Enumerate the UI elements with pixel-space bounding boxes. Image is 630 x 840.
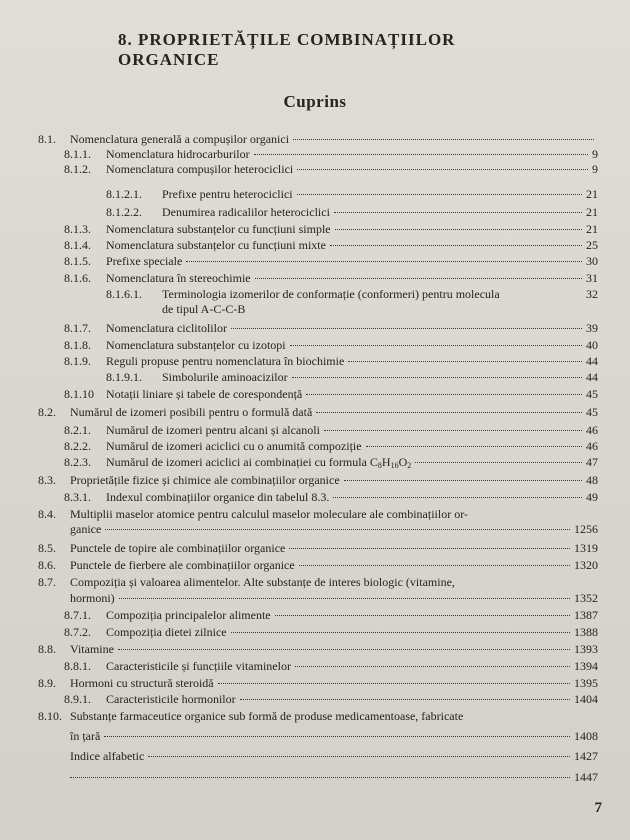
toc-entry (64, 439, 598, 454)
toc-section-number: 8.4. (38, 507, 56, 521)
toc-entry-title: Reguli propuse pentru nomenclatura în biochimie (106, 354, 345, 368)
dot-leader (218, 683, 570, 684)
dot-leader (70, 777, 570, 778)
toc-entry-title: Compoziția și valoarea alimentelor. Alte substanțe de interes biologic (vitamine, (70, 575, 455, 589)
toc-page-number: 30 (586, 254, 598, 268)
toc-section-number: 8.1.4. (64, 238, 91, 252)
toc-entry-title: Prefixe speciale (106, 254, 183, 268)
toc-entry-continuation (70, 591, 598, 606)
contents-title: Cuprins (283, 92, 347, 111)
toc-entry (64, 490, 598, 505)
formula-subscript: 8 (377, 461, 382, 470)
dot-leader (348, 361, 582, 362)
formula-element: C (369, 455, 378, 469)
toc-section-number: 8.3.1. (64, 490, 91, 504)
toc-page-number: 46 (586, 439, 598, 453)
toc-page-number: 45 (586, 387, 598, 401)
toc-entry (64, 387, 598, 402)
toc-entry (64, 625, 598, 640)
toc-entry (64, 222, 598, 237)
toc-entry-title-continued: ganice (70, 522, 102, 536)
toc-entry (64, 455, 598, 473)
toc-entry (64, 354, 598, 369)
dot-leader (330, 245, 582, 246)
toc-section-number: 8.1.8. (64, 338, 91, 352)
toc-entry (70, 749, 598, 764)
toc-page-number: 1393 (574, 642, 598, 656)
toc-entry-title: Nomenclatura în stereochimie (106, 271, 251, 285)
toc-section-number: 8.2. (38, 405, 56, 419)
toc-entry (70, 770, 598, 785)
toc-section-number: 8.6. (38, 558, 56, 572)
toc-page-number: 21 (586, 187, 598, 201)
dot-leader (148, 756, 570, 757)
toc-page-number: 1387 (574, 608, 598, 622)
toc-section-number: 8.1.2. (64, 162, 91, 176)
dot-leader (240, 699, 570, 700)
toc-entry-title: Vitamine (70, 642, 114, 656)
toc-page-number: 45 (586, 405, 598, 419)
toc-page-number: 1447 (574, 770, 598, 784)
toc-section-number: 8.1.5. (64, 254, 91, 268)
dot-leader (297, 194, 582, 195)
toc-entry-title: Nomenclatura generală a compușilor organici (70, 132, 290, 146)
toc-entry (38, 575, 598, 590)
toc-page-number: 48 (586, 473, 598, 487)
toc-entry (38, 132, 598, 147)
toc-entry-title-continued: în țară (70, 729, 101, 743)
dot-leader (231, 632, 570, 633)
toc-entry (64, 423, 598, 438)
toc-entry-title: Caracteristicile hormonilor (106, 692, 236, 706)
toc-section-number: 8.10. (38, 709, 62, 723)
toc-entry-title: Proprietățile fizice și chimice ale combinațiilor organice (70, 473, 340, 487)
toc-entry (38, 642, 598, 657)
toc-entry (38, 473, 598, 488)
toc-entry-title: Numărul de izomeri posibili pentru o formulă dată (70, 405, 313, 419)
toc-section-number: 8.1. (38, 132, 56, 146)
toc-page-number: 25 (586, 238, 598, 252)
toc-entry-title: Denumirea radicalilor heterociclici (162, 205, 330, 219)
toc-section-number: 8.1.7. (64, 321, 91, 335)
toc-section-number: 8.7.2. (64, 625, 91, 639)
toc-section-number: 8.1.3. (64, 222, 91, 236)
toc-entry (64, 147, 598, 162)
toc-entry-continuation (70, 522, 598, 537)
toc-page-number: 1352 (574, 591, 598, 605)
toc-section-number: 8.1.6.1. (106, 287, 142, 301)
toc-entry (106, 187, 598, 202)
page-number: 7 (594, 800, 602, 816)
toc-page-number: 49 (586, 490, 598, 504)
toc-entry-title-continued: hormoni) (70, 591, 115, 605)
toc-entry (64, 162, 598, 177)
toc-page-number: 9 (592, 162, 598, 176)
toc-entry-title: Indexul combinațiilor organice din tabelul 8.3. (106, 490, 330, 504)
toc-entry-title-continued: de tipul A-C-C-B (162, 302, 246, 316)
toc-section-number: 8.8. (38, 642, 56, 656)
toc-section-number: 8.1.9. (64, 354, 91, 368)
dot-leader (186, 261, 582, 262)
chemical-formula (370, 455, 411, 473)
formula-subscript: 16 (390, 461, 399, 470)
formula-element: H (381, 455, 391, 469)
toc-entry (64, 238, 598, 253)
toc-entry-title: Compoziția principalelor alimente (106, 608, 271, 622)
toc-entry-title: Numărul de izomeri pentru alcani și alcanoli (106, 423, 320, 437)
toc-entry (38, 676, 598, 691)
toc-section-number: 8.2.2. (64, 439, 91, 453)
formula-subscript: 2 (407, 461, 412, 470)
toc-section-number: 8.9.1. (64, 692, 91, 706)
toc-section-number: 8.2.1. (64, 423, 91, 437)
toc-entry-title: Simbolurile aminoacizilor (162, 370, 288, 384)
toc-entry-title: Hormoni cu structură steroidă (70, 676, 214, 690)
toc-section-number: 8.1.10 (64, 387, 94, 401)
toc-entry (106, 287, 598, 302)
toc-entry-continuation (162, 302, 598, 317)
dot-leader (289, 548, 570, 549)
dot-leader (299, 565, 570, 566)
toc-page-number: 21 (586, 205, 598, 219)
dot-leader (104, 736, 570, 737)
toc-page-number: 1408 (574, 729, 598, 743)
toc-entry (64, 338, 598, 353)
dot-leader (324, 430, 582, 431)
dot-leader (297, 169, 588, 170)
toc-page-number: 1394 (574, 659, 598, 673)
toc-entry (38, 558, 598, 573)
dot-leader (119, 598, 570, 599)
toc-entry-title: Notații liniare și tabele de corespondență (106, 387, 303, 401)
toc-page-number: 1404 (574, 692, 598, 706)
toc-page-number: 1388 (574, 625, 598, 639)
dot-leader (275, 615, 570, 616)
toc-section-number: 8.1.6. (64, 271, 91, 285)
toc-page-number: 31 (586, 271, 598, 285)
toc-entry-title: Nomenclatura substanțelor cu funcțiuni mixte (106, 238, 326, 252)
toc-entry-title: Prefixe pentru heterociclici (162, 187, 293, 201)
dot-leader (231, 328, 582, 329)
toc-page-number: 44 (586, 370, 598, 384)
toc-section-number: 8.1.1. (64, 147, 91, 161)
toc-section-number: 8.9. (38, 676, 56, 690)
toc-page-number: 1319 (574, 541, 598, 555)
toc-entry (64, 321, 598, 336)
toc-section-number: 8.1.9.1. (106, 370, 142, 384)
toc-entry-title: Indice alfabetic (70, 749, 145, 763)
toc-entry (106, 370, 598, 385)
toc-entry-title: Caracteristicile și funcțiile vitaminelor (106, 659, 291, 673)
dot-leader (316, 412, 582, 413)
toc-page-number: 46 (586, 423, 598, 437)
toc-entry-title: Numărul de izomeri aciclici ai combinației cu formula (106, 455, 367, 469)
toc-entry (64, 659, 598, 674)
toc-entry (38, 709, 598, 724)
dot-leader (335, 229, 582, 230)
formula-element: O (398, 455, 408, 469)
toc-section-number: 8.1.2.1. (106, 187, 142, 201)
toc-page-number: 47 (586, 455, 598, 469)
toc-entry-title: Nomenclatura substanțelor cu funcțiuni simple (106, 222, 331, 236)
toc-section-number: 8.1.2.2. (106, 205, 142, 219)
toc-entry-title: Punctele de topire ale combinațiilor organice (70, 541, 286, 555)
dot-leader (105, 529, 570, 530)
toc-section-number: 8.7. (38, 575, 56, 589)
toc-entry-title: Nomenclatura ciclitolilor (106, 321, 227, 335)
toc-entry (64, 692, 598, 707)
toc-page-number: 21 (586, 222, 598, 236)
dot-leader (333, 497, 582, 498)
toc-page-number: 44 (586, 354, 598, 368)
toc-entry-title: Nomenclatura hidrocarburilor (106, 147, 250, 161)
toc-entry-title: Numărul de izomeri aciclici cu o anumită compoziție (106, 439, 362, 453)
toc-entry-title: Substanțe farmaceutice organice sub formă de produse medicamentoase, fabricate (70, 709, 464, 723)
toc-entry (64, 608, 598, 623)
dot-leader (306, 394, 582, 395)
dot-leader (334, 212, 582, 213)
dot-leader (292, 377, 582, 378)
toc-entry-title: Multiplii maselor atomice pentru calculul maselor moleculare ale combinațiilor or- (70, 507, 468, 521)
chapter-heading: 8. PROPRIETĂȚILE COMBINAȚIILOR ORGANICE (118, 30, 456, 69)
toc-page-number: 32 (586, 287, 598, 301)
dot-leader (293, 139, 594, 140)
toc-section-number: 8.8.1. (64, 659, 91, 673)
toc-page-number: 40 (586, 338, 598, 352)
toc-section-number: 8.7.1. (64, 608, 91, 622)
dot-leader (295, 666, 570, 667)
dot-leader (254, 154, 588, 155)
toc-entry (38, 541, 598, 556)
toc-entry-title: Terminologia izomerilor de conformație (conformeri) pentru molecula (162, 287, 500, 301)
toc-section-number: 8.2.3. (64, 455, 91, 469)
toc-entry (38, 507, 598, 522)
toc-entry (64, 254, 598, 269)
toc-entry (106, 205, 598, 220)
dot-leader (290, 345, 582, 346)
toc-section-number: 8.5. (38, 541, 56, 555)
toc-page-number: 1320 (574, 558, 598, 572)
dot-leader (366, 446, 582, 447)
toc-page-number: 9 (592, 147, 598, 161)
toc-page-number: 39 (586, 321, 598, 335)
toc-entry-title: Nomenclatura compușilor heterociclici (106, 162, 294, 176)
toc-page-number: 1395 (574, 676, 598, 690)
dot-leader (118, 649, 570, 650)
dot-leader (344, 480, 582, 481)
toc-page-number: 1256 (574, 522, 598, 536)
toc-entry (64, 271, 598, 286)
toc-entry-title: Compoziția dietei zilnice (106, 625, 227, 639)
dot-leader (415, 462, 582, 463)
toc-entry (38, 405, 598, 420)
toc-page-number: 1427 (574, 749, 598, 763)
dot-leader (255, 278, 582, 279)
toc-entry-title: Nomenclatura substanțelor cu izotopi (106, 338, 286, 352)
toc-entry-title: Punctele de fierbere ale combinațiilor organice (70, 558, 295, 572)
toc-section-number: 8.3. (38, 473, 56, 487)
toc-entry-continuation (70, 729, 598, 744)
